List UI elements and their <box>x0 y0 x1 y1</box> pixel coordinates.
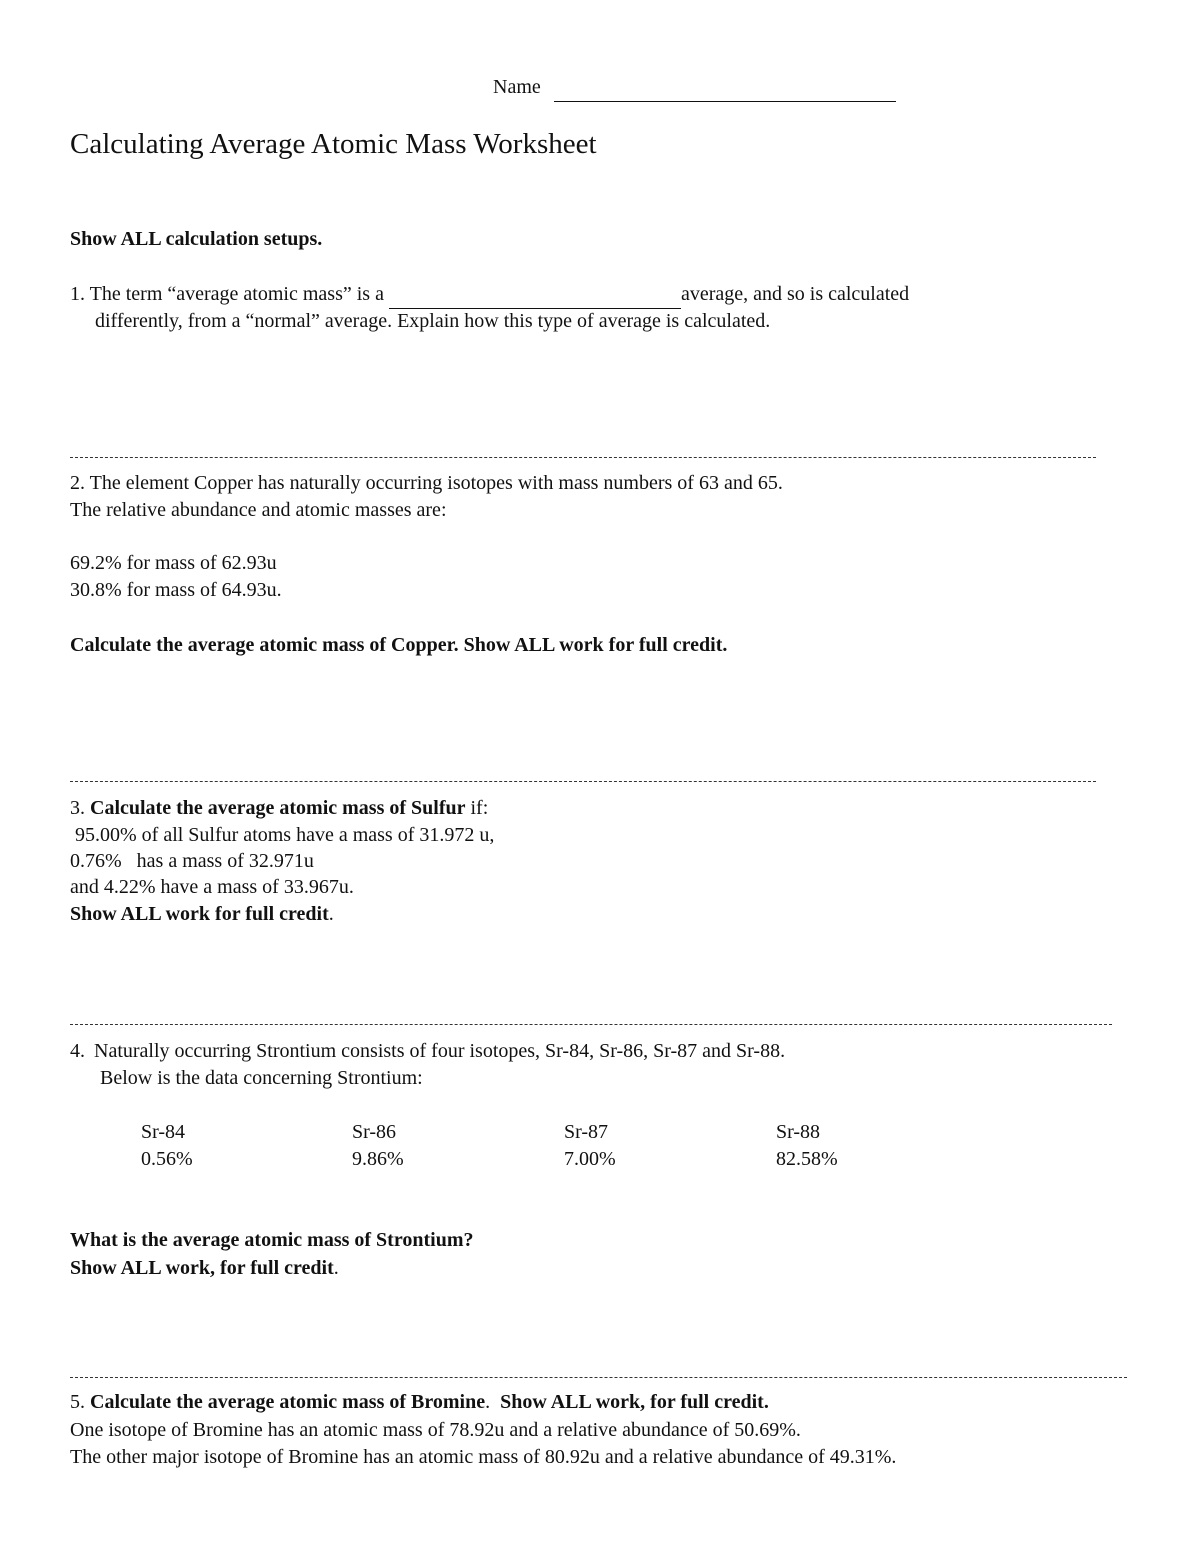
q2-data2: 30.8% for mass of 64.93u. <box>70 579 282 601</box>
separator-4 <box>70 1377 1127 1378</box>
q4-footer-bold: Show ALL work, for full credit <box>70 1257 334 1279</box>
q2-line1: The element Copper has naturally occurring isotopes with mass numbers of 63 and 65. <box>89 472 783 494</box>
q1-answer-blank[interactable] <box>389 281 681 309</box>
q3-number: 3. <box>70 797 85 819</box>
name-label: Name <box>493 76 541 98</box>
q4-line1: Naturally occurring Strontium consists of four isotopes, Sr-84, Sr-86, Sr-87 and Sr-88. <box>94 1040 786 1062</box>
q3-data2: 0.76% has a mass of 32.971u <box>70 850 314 872</box>
q3-footer-rest: . <box>328 903 334 925</box>
q1-line2: differently, from a “normal” average. Explain how this type of average is calculated. <box>95 310 771 332</box>
q3-data1: 95.00% of all Sulfur atoms have a mass of 31.972 u, <box>70 824 495 846</box>
name-field <box>493 74 896 102</box>
question-3 <box>70 795 488 822</box>
q2-prompt: Calculate the average atomic mass of Copper. Show ALL work for full credit. <box>70 634 728 656</box>
q3-footer-bold: Show ALL work for full credit <box>70 903 329 925</box>
separator-2 <box>70 781 1096 782</box>
q3-data3: and 4.22% have a mass of 33.967u. <box>70 876 354 898</box>
q1-number: 1. <box>70 283 85 305</box>
isotope-abundance: 7.00% <box>564 1148 616 1170</box>
q4-line2: Below is the data concerning Strontium: <box>100 1067 423 1089</box>
q2-line2: The relative abundance and atomic masses are: <box>70 499 447 521</box>
instructions: Show ALL calculation setups. <box>70 228 323 250</box>
q3-prompt: Calculate the average atomic mass of Sulfur <box>90 797 466 819</box>
question-2 <box>70 470 783 497</box>
q1-text-b: average, and so is calculated <box>680 283 910 305</box>
name-blank[interactable] <box>554 74 896 102</box>
q4-prompt: What is the average atomic mass of Strontium? <box>70 1229 474 1251</box>
q4-footer-rest: . <box>333 1257 339 1279</box>
isotope-col-3 <box>564 1119 616 1173</box>
q1-text-a: The term “average atomic mass” is a <box>89 283 389 305</box>
q5-line2: One isotope of Bromine has an atomic mass of 78.92u and a relative abundance of 50.69%. <box>70 1419 801 1441</box>
isotope-name: Sr-86 <box>352 1121 397 1143</box>
isotope-name: Sr-88 <box>776 1121 821 1143</box>
q5-number: 5. <box>70 1391 85 1413</box>
isotope-col-4 <box>776 1119 838 1173</box>
isotope-name: Sr-87 <box>564 1121 609 1143</box>
isotope-name: Sr-84 <box>141 1121 186 1143</box>
isotope-col-2 <box>352 1119 404 1173</box>
page-title: Calculating Average Atomic Mass Worksheet <box>70 128 597 160</box>
isotope-abundance: 9.86% <box>352 1148 404 1170</box>
q5-prompt: Calculate the average atomic mass of Bromine <box>90 1391 486 1413</box>
isotope-col-1 <box>141 1119 193 1173</box>
question-5 <box>70 1389 769 1416</box>
separator-1 <box>70 457 1096 458</box>
isotope-abundance: 82.58% <box>776 1148 838 1170</box>
q2-data1: 69.2% for mass of 62.93u <box>70 552 277 574</box>
q4-footer <box>70 1255 339 1282</box>
q5-line3: The other major isotope of Bromine has an atomic mass of 80.92u and a relative abundance of 49.31%. <box>70 1446 897 1468</box>
separator-3 <box>70 1024 1112 1025</box>
q5-prompt-mid: . <box>485 1391 501 1413</box>
q5-prompt-2: Show ALL work, for full credit. <box>500 1391 769 1413</box>
q3-prompt-rest: if: <box>465 797 489 819</box>
question-4 <box>70 1038 785 1065</box>
isotope-abundance: 0.56% <box>141 1148 193 1170</box>
q4-number: 4. <box>70 1040 85 1062</box>
q2-number: 2. <box>70 472 85 494</box>
q3-footer <box>70 901 334 928</box>
question-1 <box>70 281 909 309</box>
